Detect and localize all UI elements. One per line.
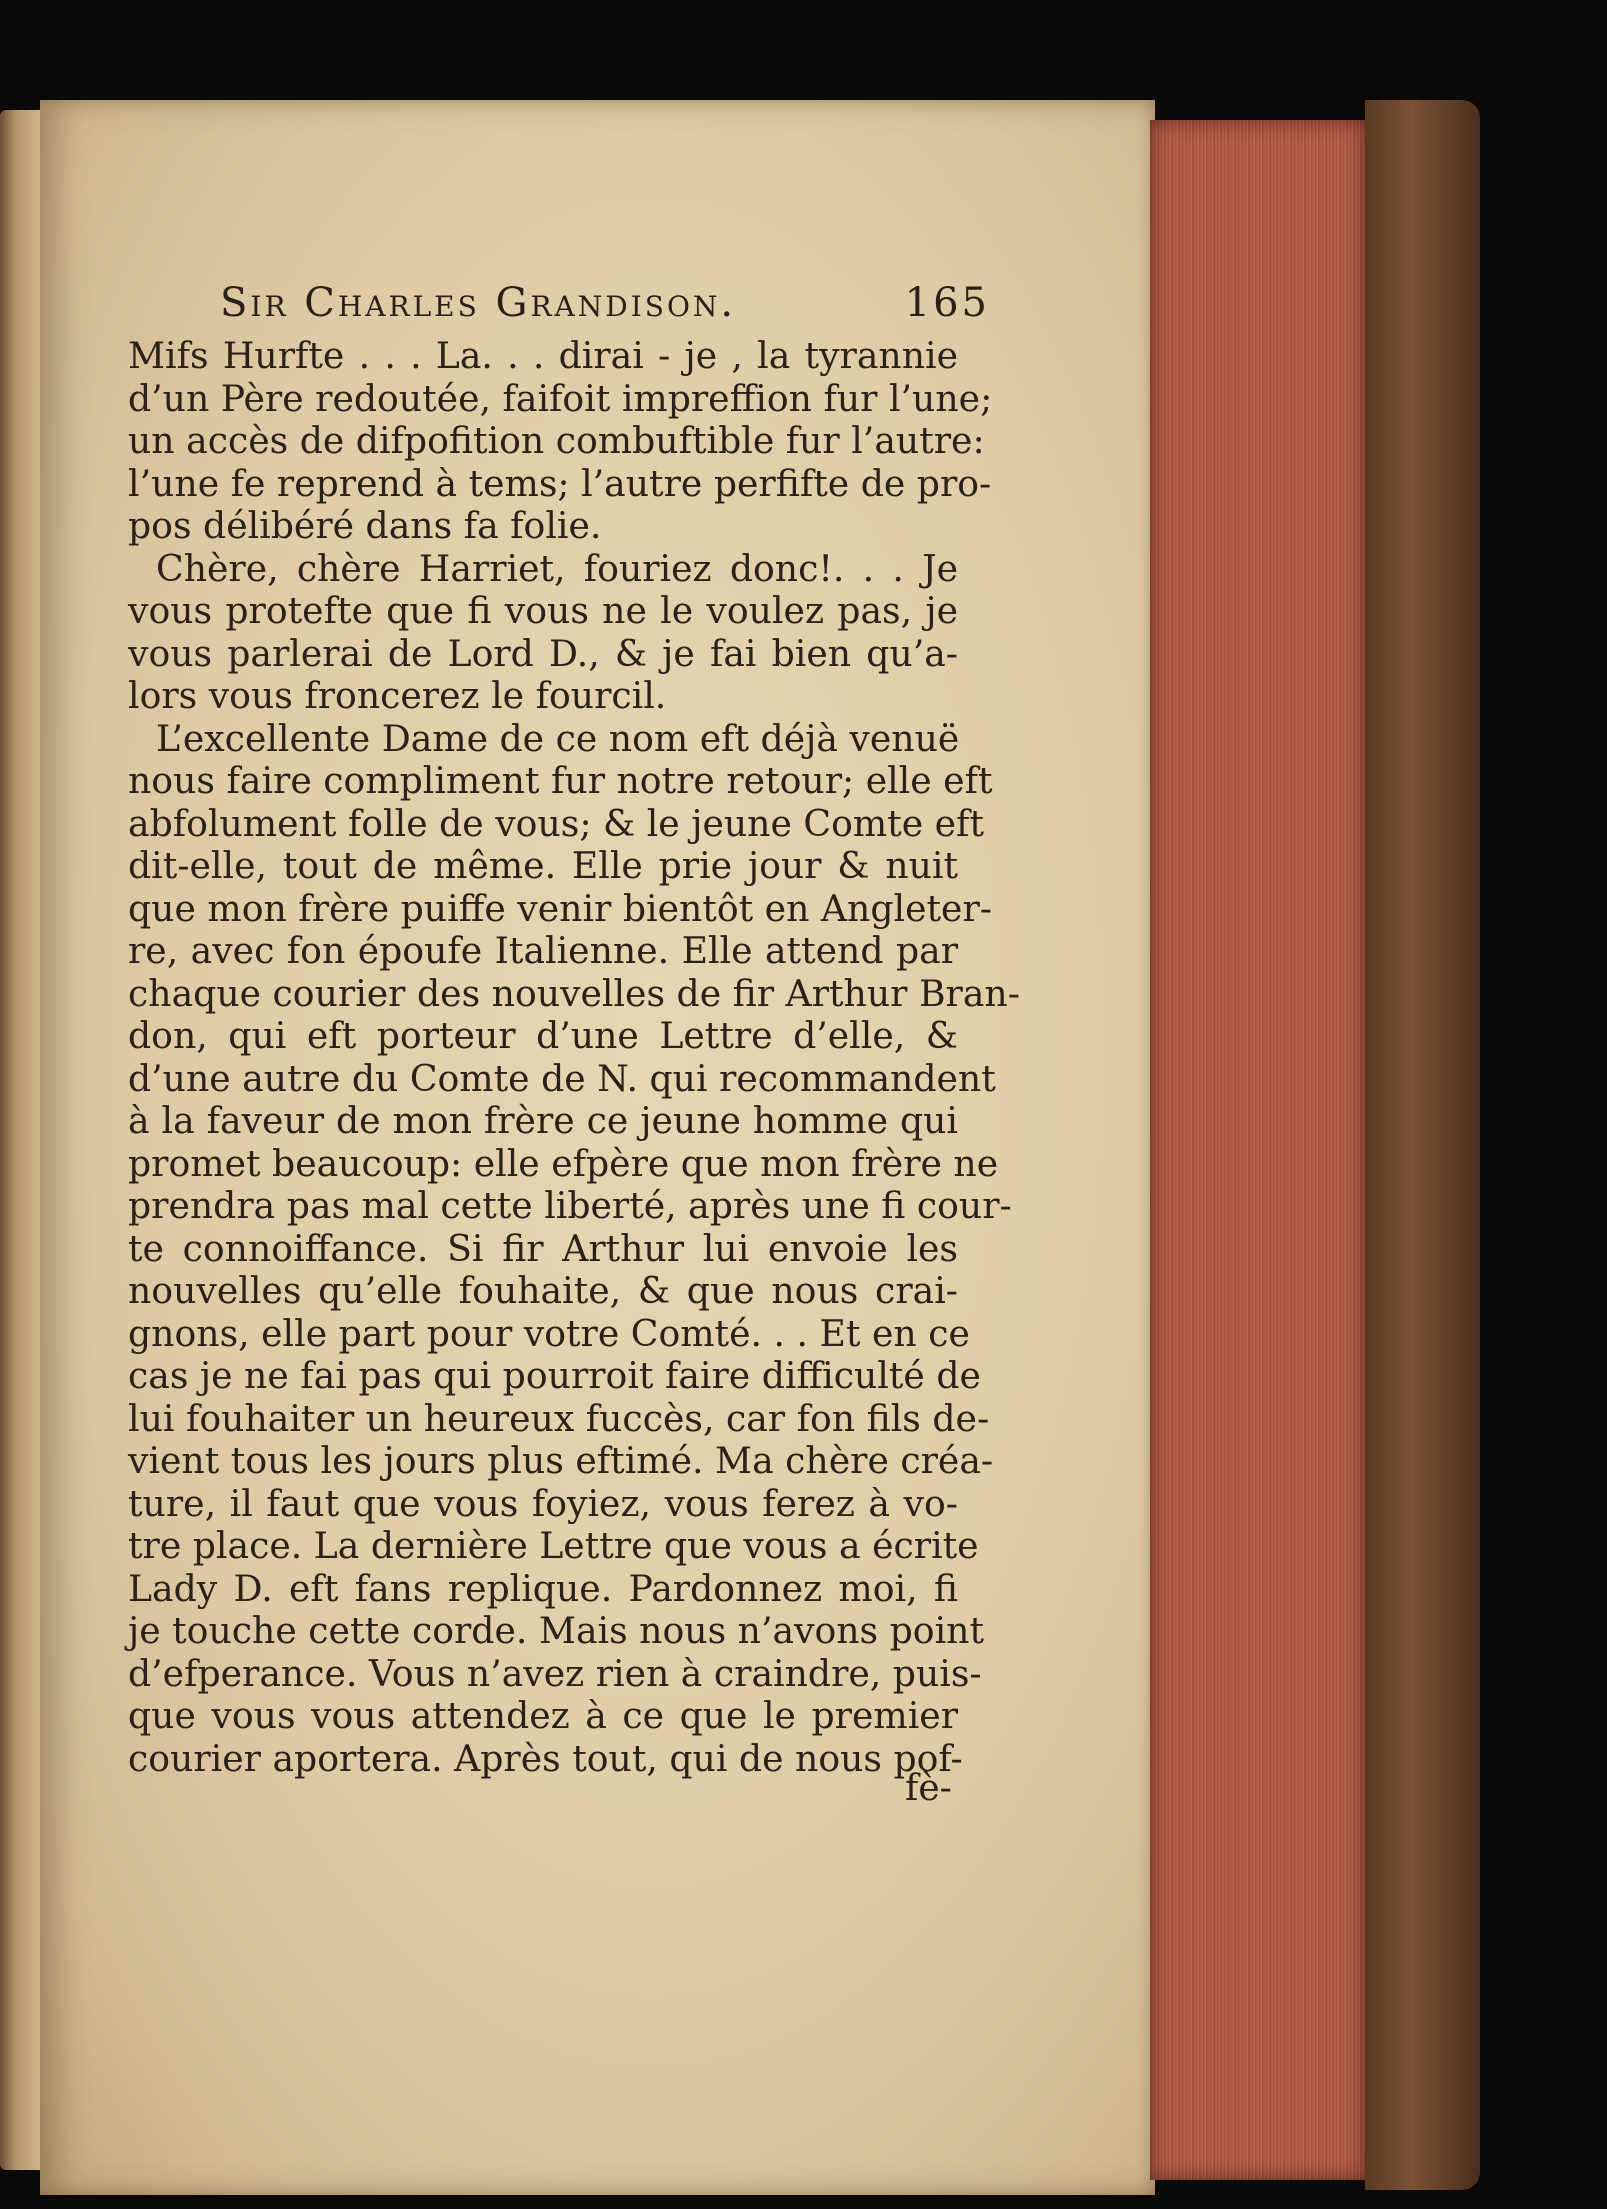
catchword: fè- xyxy=(905,1768,952,1809)
text-line: vous protefte que fi vous ne le voulez pas, je xyxy=(128,589,958,632)
text-line: l’une fe reprend à tems; l’autre perfifte de pro- xyxy=(128,461,992,505)
text-line: Lady D. eft fans replique. Pardonnez moi, fi xyxy=(128,1566,958,1610)
text-line: nous faire compliment fur notre retour; elle eft xyxy=(128,759,993,802)
page-number: 165 xyxy=(904,280,990,326)
text-line: d’un Père redoutée, faifoit impreffion fur l’une; xyxy=(128,376,993,420)
text-line: vous parlerai de Lord D., & je fai bien qu’a- xyxy=(128,631,958,675)
text-line: tre place. La dernière Lettre que vous a écrite xyxy=(128,1524,979,1567)
running-header xyxy=(220,280,990,340)
text-line: te connoiffance. Si fir Arthur lui envoie les xyxy=(128,1226,958,1270)
text-line: que mon frère puiffe venir bientôt en Angleter- xyxy=(128,886,992,930)
text-line: Mifs Hurfte . . . La. . . dirai - je , la tyrannie xyxy=(128,334,958,377)
running-title: Sir Charles Grandison. xyxy=(220,280,737,326)
text-line: chaque courier des nouvelles de fir Arthur Bran- xyxy=(128,971,1020,1015)
text-line: promet beaucoup: elle efpère que mon frère ne xyxy=(128,1141,999,1185)
text-line: ture, il faut que vous foyiez, vous ferez à vo- xyxy=(128,1481,958,1525)
text-line: lors vous froncerez le fourcil. xyxy=(128,674,667,717)
left-page-edge xyxy=(0,110,40,2170)
text-line: d’une autre du Comte de N. qui recommandent xyxy=(128,1056,996,1100)
text-line: re, avec fon époufe Italienne. Elle attend par xyxy=(128,929,958,972)
text-line: vient tous les jours plus eftimé. Ma chère créa- xyxy=(128,1439,994,1482)
text-line: que vous vous attendez à ce que le premier xyxy=(128,1694,958,1737)
text-line: Chère, chère Harriet, fouriez donc!. . . Je xyxy=(156,546,958,590)
book-cover xyxy=(1365,100,1480,2190)
text-line: L’excellente Dame de ce nom eft déjà venuë xyxy=(156,716,960,760)
text-line: prendra pas mal cette liberté, après une fi cour- xyxy=(128,1184,1012,1227)
text-line: d’efperance. Vous n’avez rien à craindre, puis- xyxy=(128,1651,982,1695)
text-line: pos délibéré dans fa folie. xyxy=(128,504,602,547)
text-line: courier aportera. Après tout, qui de nous pof- xyxy=(128,1736,963,1780)
text-line: nouvelles qu’elle fouhaite, & que nous crai- xyxy=(128,1269,958,1312)
text-line: je touche cette corde. Mais nous n’avons point xyxy=(128,1609,985,1652)
text-line: dit-elle, tout de même. Elle prie jour & nuit xyxy=(128,844,958,887)
text-line: don, qui eft porteur d’une Lettre d’elle, & xyxy=(128,1014,958,1057)
text-line: abfolument folle de vous; & le jeune Comte eft xyxy=(128,801,984,845)
text-line: gnons, elle part pour votre Comté. . . Et en ce xyxy=(128,1311,970,1355)
page-fore-edge xyxy=(1150,120,1365,2180)
text-line: un accès de difpofition combuftible fur l’autre: xyxy=(128,419,985,462)
page-text xyxy=(128,334,1020,1780)
text-line: à la faveur de mon frère ce jeune homme qui xyxy=(128,1099,958,1142)
text-line: cas je ne fai pas qui pourroit faire difficulté de xyxy=(128,1354,981,1397)
text-line: lui fouhaiter un heureux fuccès, car fon fils de- xyxy=(128,1396,990,1440)
